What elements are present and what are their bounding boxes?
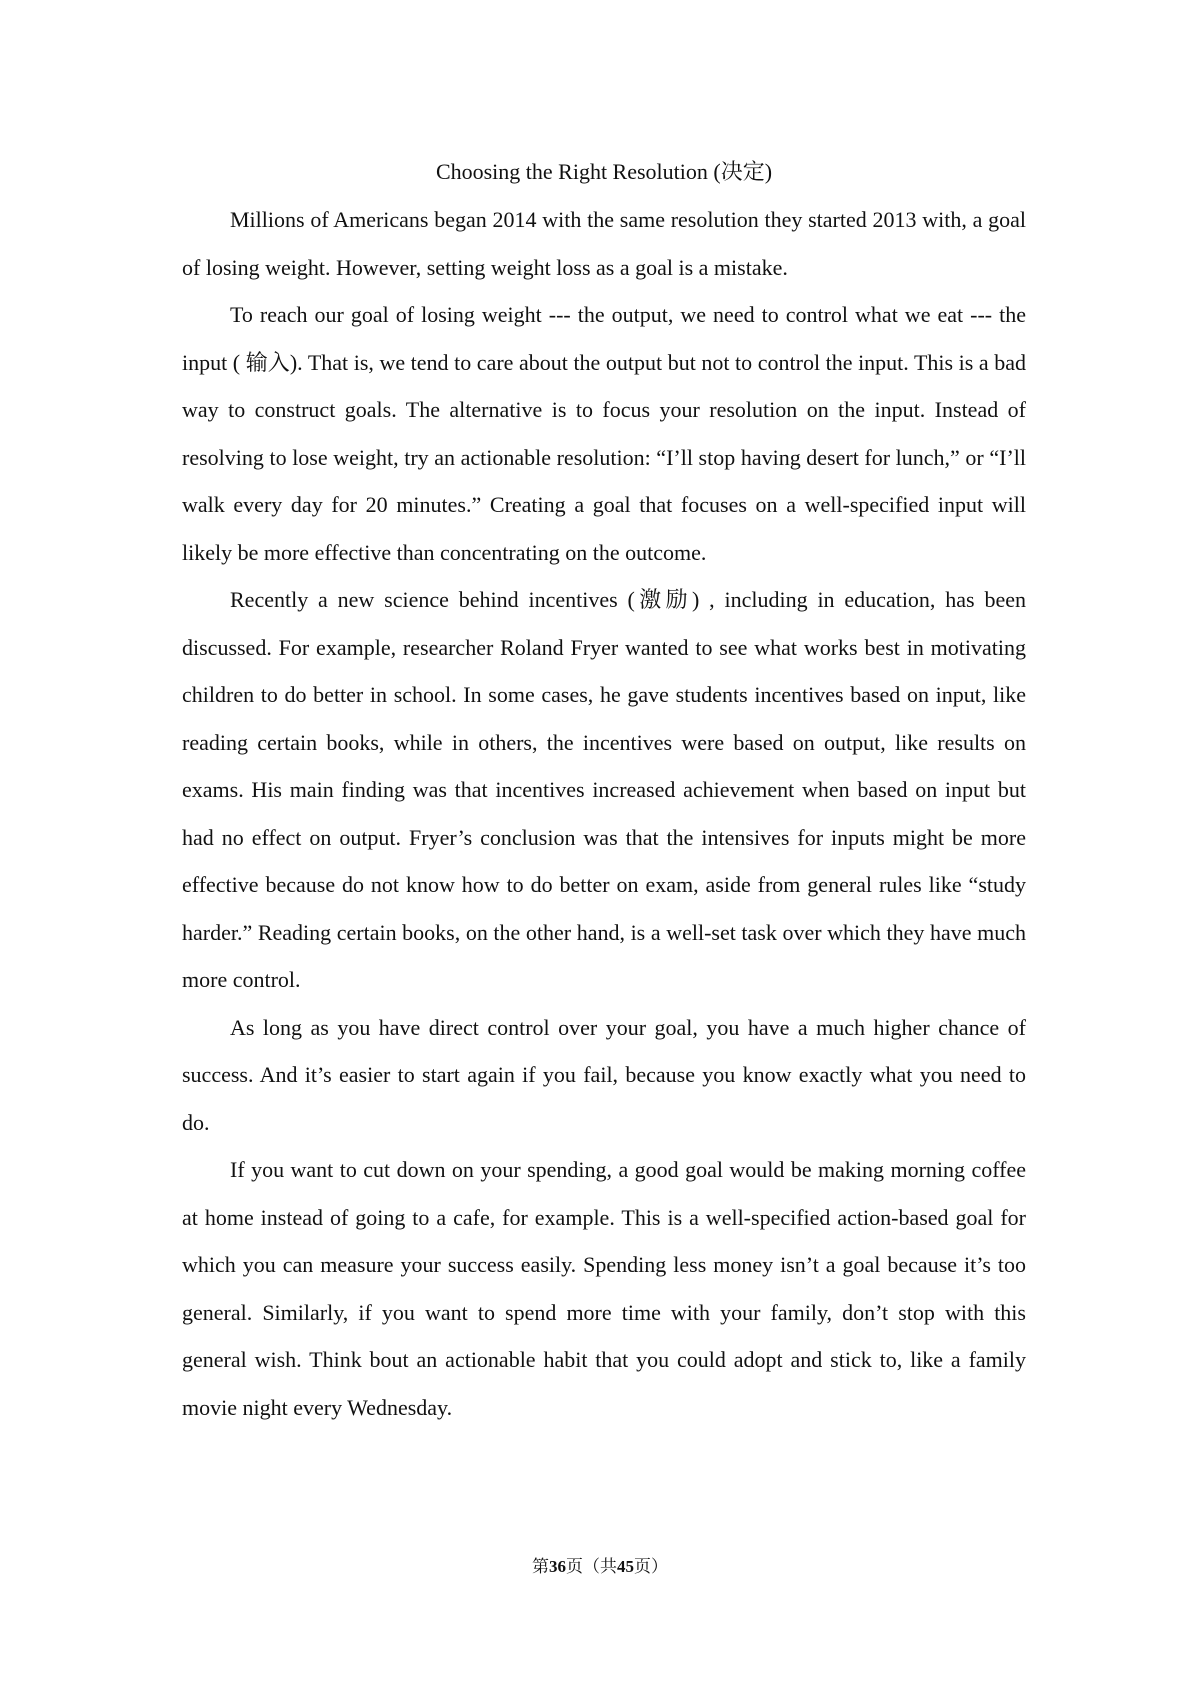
- paragraph-5: If you want to cut down on your spending, a good goal would be making morning coffee at home instead of going to a cafe, for example. This is a well-specified action-based goal for which you can measure your success easily. Spending less money isn’t a goal because it’s too general. Similarly, if you want to spend more time with your family, don’t stop with this general wish. Think bout an actionable habit that you could adopt and stick to, like a family movie night every Wednesday.: [182, 1157, 1026, 1420]
- total-pages: 45: [617, 1557, 634, 1576]
- article-title: Choosing the Right Resolution (决定): [435, 159, 773, 184]
- paragraph-4: As long as you have direct control over your goal, you have a much higher chance of success. And it’s easier to start again if you fail, because you know exactly what you need to do.: [182, 1014, 1026, 1135]
- footer-prefix: 第: [532, 1557, 549, 1576]
- page-number: 36: [549, 1557, 566, 1576]
- paragraph-2: To reach our goal of losing weight --- the output, we need to control what we eat --- the input ( 输入). That is, we tend to care about the output but not to control the input. This is a bad way to construct goals. The alternative is to focus your resolution on the input. Instead of resolving to lose weight, try an actionable resolution: “I’ll stop having desert for lunch,” or “I’ll walk every day for 20 minutes.” Creating a goal that focuses on a well-specified input will likely be more effective than concentrating on the outcome.: [182, 302, 1026, 565]
- footer-middle: 页（共: [566, 1557, 617, 1576]
- footer-suffix: 页）: [634, 1557, 668, 1576]
- page-footer: [0, 1555, 1200, 1579]
- paragraph-1: Millions of Americans began 2014 with the same resolution they started 2013 with, a goal of losing weight. However, setting weight loss as a goal is a mistake.: [182, 207, 1026, 280]
- article-body: [182, 148, 1026, 1431]
- paragraph-3: Recently a new science behind incentives (激励) , including in education, has been discussed. For example, researcher Roland Fryer wanted to see what works best in motivating children to do better in school. In some cases, he gave students incentives based on input, like reading certain books, while in others, the incentives were based on output, like results on exams. His main finding was that incentives increased achievement when based on input but had no effect on output. Fryer’s conclusion was that the intensives for inputs might be more effective because do not know how to do better on exam, aside from general rules like “study harder.” Reading certain books, on the other hand, is a well-set task over which they have much more control.: [182, 587, 1026, 992]
